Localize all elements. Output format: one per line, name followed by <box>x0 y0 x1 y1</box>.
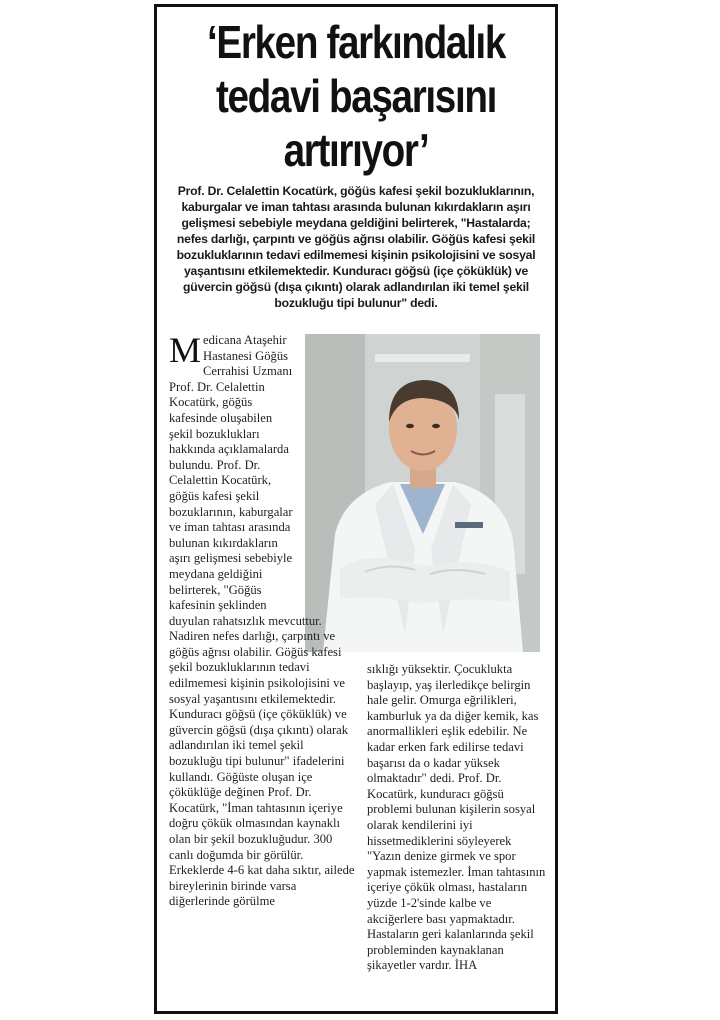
headline: ‘Erken farkındalık tedavi başarısını artırıyor’ <box>207 16 505 176</box>
drop-cap: M <box>169 330 202 370</box>
article-body-column-1 <box>169 330 357 910</box>
lead-paragraph: Prof. Dr. Celalettin Kocatürk, göğüs kafesi şekil bozukluklarının, kaburgalar ve iman tahtası arasında bulunan kıkırdakların aşırı gelişmesi sebebiyle meydana geldiğini belirterek, "Hastalarda; nefes darlığı, çarpıntı ve göğüs ağrısı olabilir. Göğüs kafesi şekil bozukluklarının tedavi edilmemesi kişinin psikolojisini ve sosyal yaşantısını etkilemektedir. Kunduracı göğsü (içe çöküklük) ve güvercin göğsü (dışa çıkıntı) olarak adlandırılan iki temel şekil bozukluğu tipi bulunur" dedi. <box>176 184 536 310</box>
article-body-column-2: sıklığı yüksektir. Çocuklukta başlayıp, yaş ilerledikçe belirgin hale gelir. Omurga eğrilikleri, kamburluk ya da diğer kemik, kas anormallikleri eşlik edebilir. Ne kadar erken fark edilirse tedavi başarısı da o kadar yüksek olmaktadır" dedi. Prof. Dr. Kocatürk, kunduracı göğsü problemi bulunan kişilerin sosyal olarak kendilerini iyi hissetmediklerini söyleyerek "Yazın denize girmek ve spor yapmak istemezler. İman tahtasının içeriye çökük olması, hastaların yüzde 1-2'sinde kalbe ve akciğerlere bası yapmaktadır. Hastaların geri kalanlarında şekil probleminden kaynaklanan şikayetler vardır. İHA <box>367 662 546 973</box>
newspaper-clipping <box>154 4 558 1014</box>
body-text-col1: duyulan rahatsızlık mevcuttur. Nadiren nefes darlığı, çarpıntı ve göğüs ağrısı olabilir. Göğüs kafesi şekil bozukluklarının tedavi edilmemesi kişinin psikolojisini ve sosyal yaşantısını etkilemektedir. Kunduracı göğsü (içe çöküklük) ve güvercin göğsü (dışa çıkıntı) olarak adlandırılan iki temel şekil bozukluğu tipi bulunur" ifadelerini kullandı. Göğüste oluşan içe çöküklüğe değinen Prof. Dr. Kocatürk, "İman tahtasının içeriye doğru çökük olmasından kaynaklı olan bir şekil bozukluğudur. 300 canlı doğumda bir görülür. Erkeklerde 4-6 kat daha sıktır, ailede bireylerinin birinde varsa diğerlerinde görülme <box>169 613 355 909</box>
body-text-intro: edicana Ataşehir Hastanesi Göğüs Cerrahisi Uzmanı Prof. Dr. Celalettin Kocatürk, göğüs kafesinde oluşabilen şekil bozuklukları hakkında açıklamalarda bulundu. Prof. Dr. Celalettin Kocatürk, göğüs kafesi şekil bozuklarının, kaburgalar ve iman tahtası arasında bulunan kıkırdakların aşırı gelişmesi sebebiyle meydana geldiğini belirterek, "Göğüs kafesinin şeklinden <box>169 333 293 613</box>
